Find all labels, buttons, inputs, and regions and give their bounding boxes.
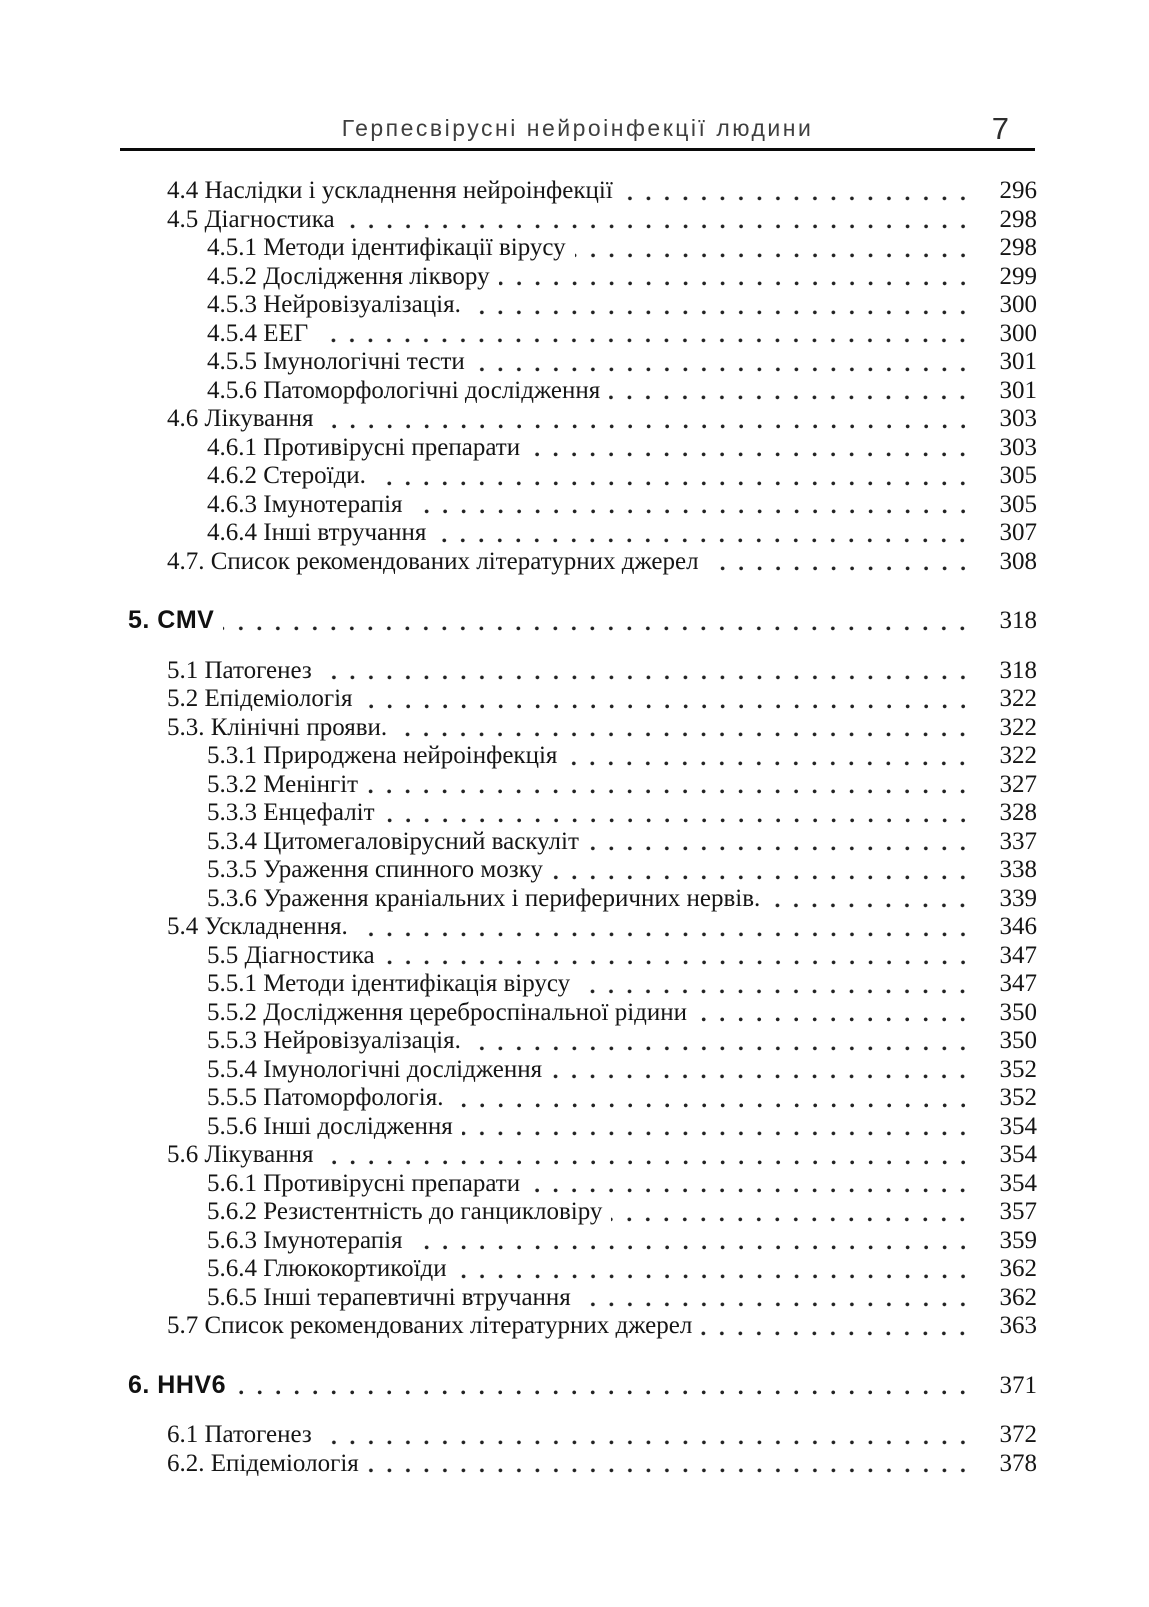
toc-entry-page: 296 xyxy=(999,177,1037,204)
toc-entry-page: 352 xyxy=(999,1055,1037,1083)
toc-entry-title: 5.3.4 Цитомегаловірусний васкуліт xyxy=(207,827,579,855)
toc-entry-title: 4.5.3 Нейровізуалізація. xyxy=(207,291,461,318)
toc-entry-title: 4.4 Наслідки і ускладнення нейроінфекції xyxy=(167,177,613,204)
toc-entry xyxy=(128,913,1037,942)
toc-entry xyxy=(128,657,1037,686)
dot-leader xyxy=(384,959,978,966)
toc-entry-page: 339 xyxy=(999,884,1037,912)
toc-entry-title: 5.3.6 Ураження краніальних і периферичних нервів. xyxy=(207,884,761,912)
toc-entry xyxy=(128,714,1037,743)
toc-entry xyxy=(128,377,1037,406)
dot-leader xyxy=(474,366,978,373)
toc-entry xyxy=(128,970,1037,999)
toc-entry xyxy=(128,1421,1037,1450)
dot-leader xyxy=(384,817,978,824)
toc-entry-title: 6. HHV6 xyxy=(128,1370,226,1399)
toc-entry-title: 4.5.4 ЕЕГ xyxy=(207,319,309,347)
dot-leader xyxy=(566,760,978,767)
toc-entry-title: 5.5.5 Патоморфологія. xyxy=(207,1084,444,1111)
toc-entry-page: 322 xyxy=(999,742,1037,769)
dot-leader xyxy=(435,537,978,544)
toc-entry xyxy=(128,434,1037,463)
toc-entry xyxy=(128,1198,1037,1227)
toc-entry-page: 300 xyxy=(999,319,1037,347)
toc-entry-page: 327 xyxy=(999,770,1037,798)
dot-leader xyxy=(223,625,978,632)
toc-entry xyxy=(128,1170,1037,1199)
dot-leader xyxy=(551,1073,978,1080)
dot-leader xyxy=(396,731,978,738)
toc-entry-title: 4.6.3 Імунотерапія xyxy=(207,490,403,518)
toc-entry xyxy=(128,685,1037,714)
toc-entry-page: 305 xyxy=(999,490,1037,518)
dot-leader xyxy=(769,902,978,909)
toc-entry-title: 5.3.1 Природжена нейроінфекція xyxy=(207,742,558,769)
toc-entry-title: 4.6.2 Стероїди. xyxy=(207,462,366,489)
toc-entry-page: 378 xyxy=(999,1449,1037,1477)
toc-entry-page: 322 xyxy=(999,685,1037,712)
dot-leader xyxy=(575,252,978,259)
toc-entry xyxy=(128,1312,1037,1341)
toc-chapter-entry xyxy=(128,606,1037,636)
dot-leader xyxy=(579,988,978,995)
toc-entry xyxy=(128,1255,1037,1284)
toc-entry-page: 301 xyxy=(999,348,1037,375)
page-header xyxy=(120,0,1035,151)
dot-leader xyxy=(375,480,978,487)
toc-entry-title: 6.2. Епідеміологія xyxy=(167,1449,359,1477)
dot-leader xyxy=(453,1102,979,1109)
dot-leader xyxy=(367,788,978,795)
toc-entry-title: 5.5.2 Дослідження цереброспінальної рідини xyxy=(207,998,687,1026)
dot-leader xyxy=(362,703,978,710)
toc-entry xyxy=(128,519,1037,548)
toc-entry-title: 5.3. Клінічні прояви. xyxy=(167,713,388,741)
dot-leader xyxy=(499,280,978,287)
toc-chapter-entry xyxy=(128,1371,1037,1401)
dot-leader xyxy=(701,1330,978,1337)
toc-entry-title: 4.5 Діагностика xyxy=(167,205,335,233)
dot-leader xyxy=(323,423,978,430)
dot-leader xyxy=(622,195,978,202)
toc-entry-page: 299 xyxy=(999,262,1037,290)
dot-leader xyxy=(588,845,978,852)
toc-entry xyxy=(128,177,1037,206)
toc-entry-title: 4.5.2 Дослідження ліквору xyxy=(207,262,490,290)
toc-entry xyxy=(128,1284,1037,1313)
dot-leader xyxy=(580,1301,978,1308)
toc-entry xyxy=(128,885,1037,914)
toc-entry xyxy=(128,1141,1037,1170)
toc-entry-page: 363 xyxy=(999,1312,1037,1339)
toc-entry xyxy=(128,234,1037,263)
table-of-contents xyxy=(128,177,1037,1478)
toc-entry-title: 5.2 Епідеміологія xyxy=(167,685,353,712)
toc-entry-title: 5.4 Ускладнення. xyxy=(167,913,348,940)
dot-leader xyxy=(456,1273,978,1280)
toc-entry-page: 362 xyxy=(999,1283,1037,1311)
toc-entry-page: 305 xyxy=(999,462,1037,489)
toc-entry-title: 5.5.4 Імунологічні дослідження xyxy=(207,1055,543,1083)
toc-entry-page: 350 xyxy=(999,1027,1037,1054)
toc-entry xyxy=(128,742,1037,771)
dot-leader xyxy=(708,565,978,572)
toc-entry-page: 328 xyxy=(999,799,1037,826)
toc-entry-page: 347 xyxy=(999,941,1037,969)
toc-entry-title: 4.6 Лікування xyxy=(167,405,314,432)
toc-entry-title: 4.5.1 Методи ідентифікації вірусу xyxy=(207,234,566,261)
dot-leader xyxy=(368,1467,978,1474)
toc-entry-title: 5.5.3 Нейровізуалізація. xyxy=(207,1027,461,1054)
toc-entry-title: 5.3.5 Ураження спинного мозку xyxy=(207,856,543,883)
dot-leader xyxy=(323,1159,978,1166)
toc-entry-title: 5.6.1 Противірусні препарати xyxy=(207,1169,521,1197)
toc-entry xyxy=(128,548,1037,577)
toc-entry-page: 308 xyxy=(999,547,1037,575)
toc-entry xyxy=(128,320,1037,349)
toc-entry-title: 5.6.2 Резистентність до ганцикловіру xyxy=(207,1198,603,1225)
dot-leader xyxy=(696,1016,978,1023)
toc-entry-title: 5.6.3 Імунотерапія xyxy=(207,1226,403,1254)
toc-entry xyxy=(128,291,1037,320)
toc-entry xyxy=(128,1113,1037,1142)
toc-entry-page: 318 xyxy=(999,607,1037,634)
toc-entry-page: 337 xyxy=(999,827,1037,855)
toc-entry-page: 303 xyxy=(999,433,1037,461)
dot-leader xyxy=(344,223,978,230)
toc-entry-page: 300 xyxy=(999,291,1037,318)
toc-entry xyxy=(128,942,1037,971)
dot-leader xyxy=(611,1216,978,1223)
toc-entry xyxy=(128,263,1037,292)
toc-entry-page: 372 xyxy=(999,1421,1037,1448)
toc-entry xyxy=(128,1227,1037,1256)
toc-entry-title: 6.1 Патогенез xyxy=(167,1421,312,1448)
toc-entry-title: 4.6.4 Інші втручання xyxy=(207,519,427,546)
dot-leader xyxy=(235,1389,978,1396)
toc-entry-page: 371 xyxy=(999,1371,1037,1399)
dot-leader xyxy=(552,874,978,881)
dot-leader xyxy=(529,451,978,458)
toc-entry-page: 352 xyxy=(999,1084,1037,1111)
toc-entry-page: 347 xyxy=(999,970,1037,997)
dot-leader xyxy=(470,1045,978,1052)
toc-entry-page: 338 xyxy=(999,856,1037,883)
dot-leader xyxy=(609,394,978,401)
toc-entry-page: 354 xyxy=(999,1141,1037,1168)
toc-entry-page: 362 xyxy=(999,1255,1037,1282)
toc-entry xyxy=(128,1084,1037,1113)
toc-entry xyxy=(128,1450,1037,1479)
toc-entry-title: 4.6.1 Противірусні препарати xyxy=(207,433,521,461)
toc-entry xyxy=(128,462,1037,491)
toc-entry xyxy=(128,491,1037,520)
toc-entry-page: 346 xyxy=(999,913,1037,940)
toc-entry-page: 357 xyxy=(999,1198,1037,1225)
toc-entry xyxy=(128,348,1037,377)
toc-entry xyxy=(128,828,1037,857)
toc-entry xyxy=(128,405,1037,434)
toc-entry-page: 298 xyxy=(999,205,1037,233)
toc-entry-title: 5.1 Патогенез xyxy=(167,656,312,684)
toc-entry-title: 4.5.5 Імунологічні тести xyxy=(207,348,465,375)
toc-entry-title: 5.6.5 Інші терапевтичні втручання xyxy=(207,1283,571,1311)
toc-entry-title: 5.7 Список рекомендованих літературних джерел xyxy=(167,1312,693,1339)
toc-entry-page: 354 xyxy=(999,1112,1037,1140)
toc-entry xyxy=(128,999,1037,1028)
toc-entry xyxy=(128,799,1037,828)
toc-entry-title: 4.7. Список рекомендованих літературних джерел xyxy=(167,547,699,575)
dot-leader xyxy=(412,508,978,515)
toc-entry-page: 359 xyxy=(999,1226,1037,1254)
page-number: 7 xyxy=(991,111,1009,146)
toc-entry-title: 4.5.6 Патоморфологічні дослідження xyxy=(207,376,601,404)
toc-entry xyxy=(128,856,1037,885)
dot-leader xyxy=(462,1130,978,1137)
toc-entry-page: 301 xyxy=(999,376,1037,404)
dot-leader xyxy=(357,931,978,938)
toc-entry-title: 5.5.6 Інші дослідження xyxy=(207,1112,453,1140)
toc-entry-title: 5. CMV xyxy=(128,606,215,634)
toc-entry-title: 5.3.2 Менінгіт xyxy=(207,770,359,798)
running-title: Герпесвірусні нейроінфекції людини xyxy=(341,115,814,141)
toc-entry-page: 354 xyxy=(999,1169,1037,1197)
toc-entry xyxy=(128,1027,1037,1056)
dot-leader xyxy=(412,1244,978,1251)
toc-entry-page: 322 xyxy=(999,713,1037,741)
dot-leader xyxy=(321,1439,978,1446)
dot-leader xyxy=(470,309,978,316)
toc-entry xyxy=(128,206,1037,235)
toc-entry-page: 303 xyxy=(999,405,1037,432)
toc-entry xyxy=(128,771,1037,800)
toc-entry-page: 350 xyxy=(999,998,1037,1026)
dot-leader xyxy=(321,674,978,681)
toc-entry-page: 298 xyxy=(999,234,1037,261)
toc-entry-page: 318 xyxy=(999,656,1037,684)
dot-leader xyxy=(317,337,978,344)
toc-entry-title: 5.6.4 Глюкокортикоїди xyxy=(207,1255,447,1282)
toc-entry-title: 5.6 Лікування xyxy=(167,1141,314,1168)
toc-entry-title: 5.3.3 Енцефаліт xyxy=(207,799,375,826)
toc-entry-page: 307 xyxy=(999,519,1037,546)
toc-entry-title: 5.5.1 Методи ідентифікація вірусу xyxy=(207,970,571,997)
toc-entry xyxy=(128,1056,1037,1085)
dot-leader xyxy=(529,1187,978,1194)
toc-entry-title: 5.5 Діагностика xyxy=(207,941,375,969)
